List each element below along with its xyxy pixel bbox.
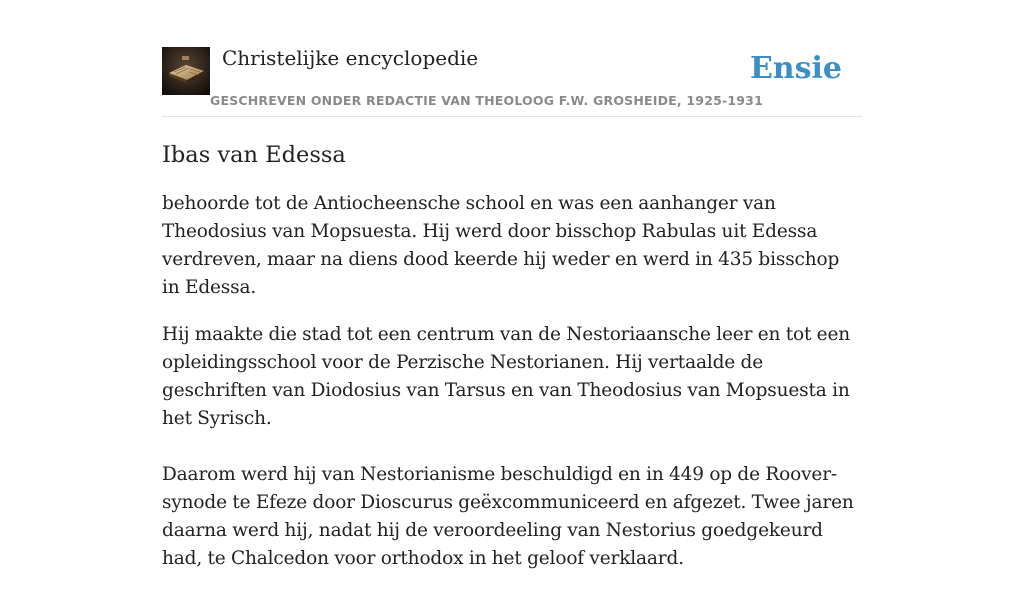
article-paragraph: behoorde tot de Antiocheensche school en was een aanhanger van Theodosius van Mopsuesta. Hij werd door bisschop Rabulas uit Edessa verdreven, maar na diens dood keerde hij weder en werd in 435 bisschop in Edessa. (162, 193, 840, 298)
article-paragraph: Daarom werd hij van Nestorianisme beschuldigd en in 449 op de Roover-synode te Efeze door Dioscurus geëxcommuniceerd en afgezet. Twee jaren daarna werd hij, nadat hij de veroordeeling van Nestorius goedgekeurd had, te Chalcedon voor orthodox in het geloof verklaard. (162, 464, 854, 569)
site-subtitle: GESCHREVEN ONDER REDACTIE VAN THEOLOOG F.W. GROSHEIDE, 1925-1931 (210, 93, 763, 108)
site-header (162, 46, 862, 117)
article-title: Ibas van Edessa (162, 142, 346, 168)
site-title[interactable]: Christelijke encyclopedie (222, 46, 479, 70)
article (162, 138, 862, 592)
publication-avatar[interactable] (162, 47, 210, 95)
brand-logo-link[interactable]: Ensie (749, 51, 842, 86)
article-paragraph: Hij maakte die stad tot een centrum van de Nestoriaansche leer en tot een opleidingsschool voor de Perzische Nestorianen. Hij vertaalde de geschriften van Diodosius van Tarsus en van Theodosius van Mopsuesta in het Syrisch. (162, 324, 851, 429)
book-image-icon (162, 47, 210, 95)
